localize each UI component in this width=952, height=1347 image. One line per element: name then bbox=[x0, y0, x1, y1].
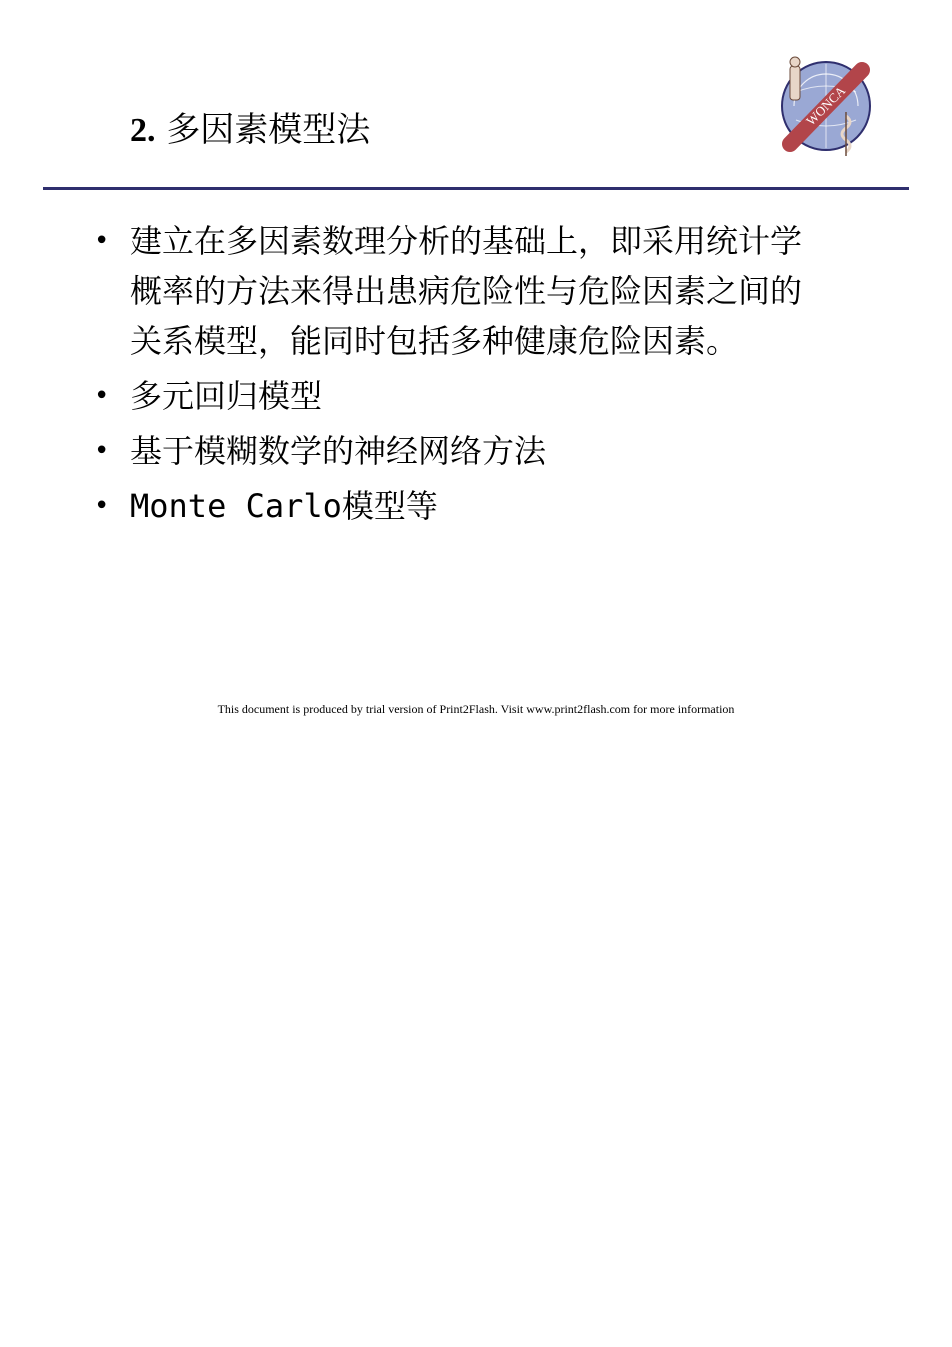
bullet-dot: • bbox=[94, 226, 110, 256]
bullet-text: 建立在多因素数理分析的基础上，即采用统计学概率的方法来得出患病危险性与危险因素之间的关系模型，能同时包括多种健康危险因素。 bbox=[130, 222, 803, 360]
bullet-latin-text: Monte Carlo bbox=[130, 487, 342, 525]
title-divider bbox=[43, 187, 909, 190]
bullet-text: 模型等 bbox=[341, 487, 438, 525]
bullet-item bbox=[90, 426, 830, 476]
bullet-text: 基于模糊数学的神经网络方法 bbox=[130, 432, 547, 470]
bullet-item bbox=[90, 216, 830, 366]
bullet-list bbox=[90, 216, 830, 536]
bullet-dot: • bbox=[94, 436, 110, 466]
logo-text: WONCA bbox=[802, 82, 849, 129]
bullet-dot: • bbox=[94, 381, 110, 411]
bullet-text: 多元回归模型 bbox=[130, 377, 323, 415]
trial-version-notice: This document is produced by trial version of Print2Flash. Visit www.print2flash.com for more information bbox=[217, 702, 735, 716]
bullet-item bbox=[90, 371, 830, 421]
slide-title-number: 2. bbox=[130, 112, 156, 149]
wonca-logo-icon bbox=[776, 52, 876, 162]
slide-title-text: 多因素模型法 bbox=[166, 110, 371, 150]
bullet-dot: • bbox=[94, 491, 110, 521]
slide-title bbox=[130, 108, 370, 153]
bullet-item bbox=[90, 481, 830, 531]
